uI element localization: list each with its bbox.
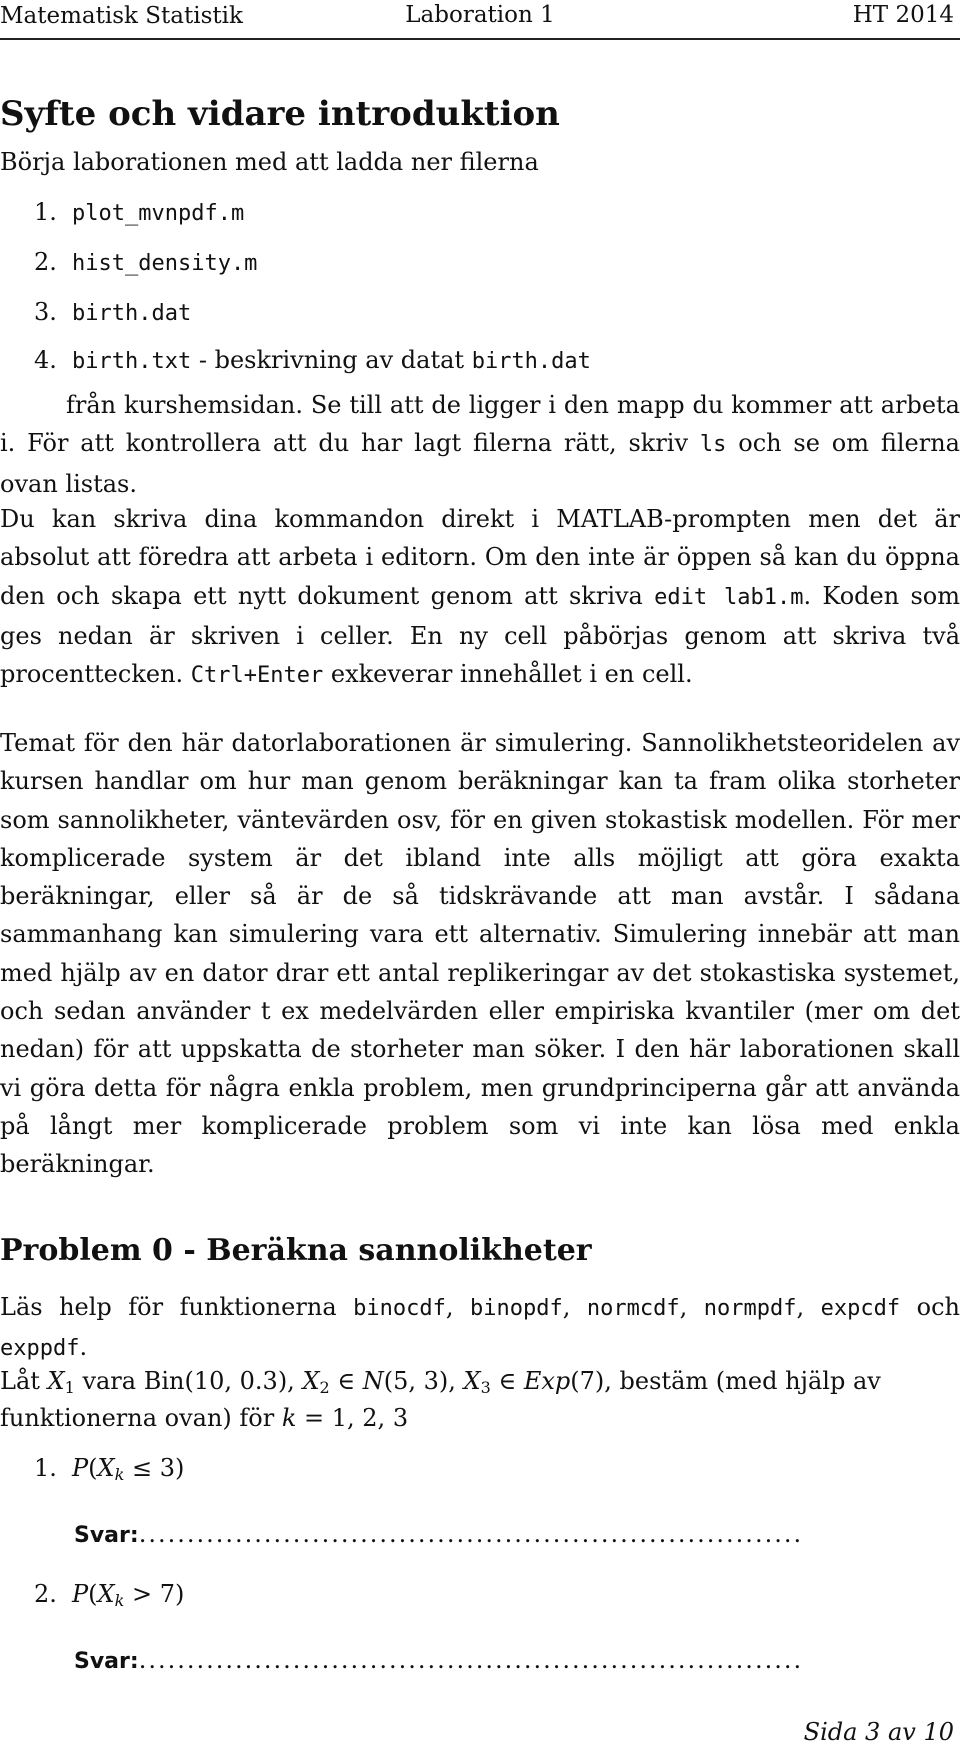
help-instruction: Läs help för funktionerna binocdf, binopdf, normcdf, normpdf, expcdf och exppdf. <box>0 1293 960 1362</box>
file-item: 3. birth.dat <box>34 298 192 326</box>
page-number: Sida 3 av 10 <box>803 1718 954 1746</box>
intro-text: Börja laborationen med att ladda ner filerna <box>0 148 539 176</box>
problem-title: Problem 0 - Beräkna sannolikheter <box>0 1233 592 1268</box>
paragraph-simulation: Temat för den här datorlaborationen är simulering. Sannolikhetsteoridelen av kursen handlar om hur man genom beräkningar kan ta fram olika storheter som sannolikheter, väntevärden osv, för en given stokastisk modellen. För mer komplicerade system är det ibland inte alls möjligt att göra exakta beräkningar, eller så är de så tidskrävande att man avstår. I sådana sammanhang kan simulering vara ett alternativ. Simulering innebär att man med hjälp av en dator drar ett antal replikeringar av det stokastiska systemet, och sedan använder t ex medelvärden eller empiriska kvantiler (mer om det nedan) för att uppskatta de storheter man söker. I den här laborationen skall vi göra detta för några enkla problem, men grundprinciperna går att använda på långt mer komplicerade problem som vi inte kan lösa med enkla beräkningar. <box>0 729 960 1179</box>
task-line-1: Låt $X_1$ vara Bin(10, 0.3), $X_2$ ∈ N(5, 3), $X_3$ ∈ Exp(7), bestäm (med hjälp av <box>0 1367 881 1397</box>
answer-line: Svar:..................................................................... <box>74 1520 804 1548</box>
paragraph-editor: Du kan skriva dina kommandon direkt i MATLAB-prompten men det är absolut att föredra att arbeta i editorn. Om den inte är öppen så kan du öppna den och skapa ett nytt dokument genom att skriva edit lab1.m. Koden som ges nedan är skriven i celler. En ny cell påbörjas genom att skriva två procenttecken. Ctrl+Enter exkeverar innehållet i en cell. <box>0 505 960 689</box>
header-rule <box>0 38 960 40</box>
file-item: 4. birth.txt - beskrivning av datat birth.dat <box>34 346 591 374</box>
file-item: 2. hist_density.m <box>34 248 258 276</box>
question-item: 2. $P(X_k > 7)$ <box>34 1580 185 1610</box>
question-item: 1. $P(X_k \le 3)$ <box>34 1454 185 1484</box>
header-right: HT 2014 <box>852 2 954 28</box>
header-center: Laboration 1 <box>405 2 555 28</box>
header-left: Matematisk Statistik <box>0 3 243 29</box>
section-title: Syfte och vidare introduktion <box>0 94 560 134</box>
paragraph-location: från kurshemsidan. Se till att de ligger i den mapp du kommer att arbeta i. För att kontrollera att du har lagt filerna rätt, skriv ls och se om filerna ovan listas. <box>0 391 960 498</box>
task-line-2: funktionerna ovan) för k = 1, 2, 3 <box>0 1404 409 1432</box>
file-item: 1. plot_mvnpdf.m <box>34 198 245 226</box>
answer-line: Svar:..................................................................... <box>74 1646 804 1674</box>
